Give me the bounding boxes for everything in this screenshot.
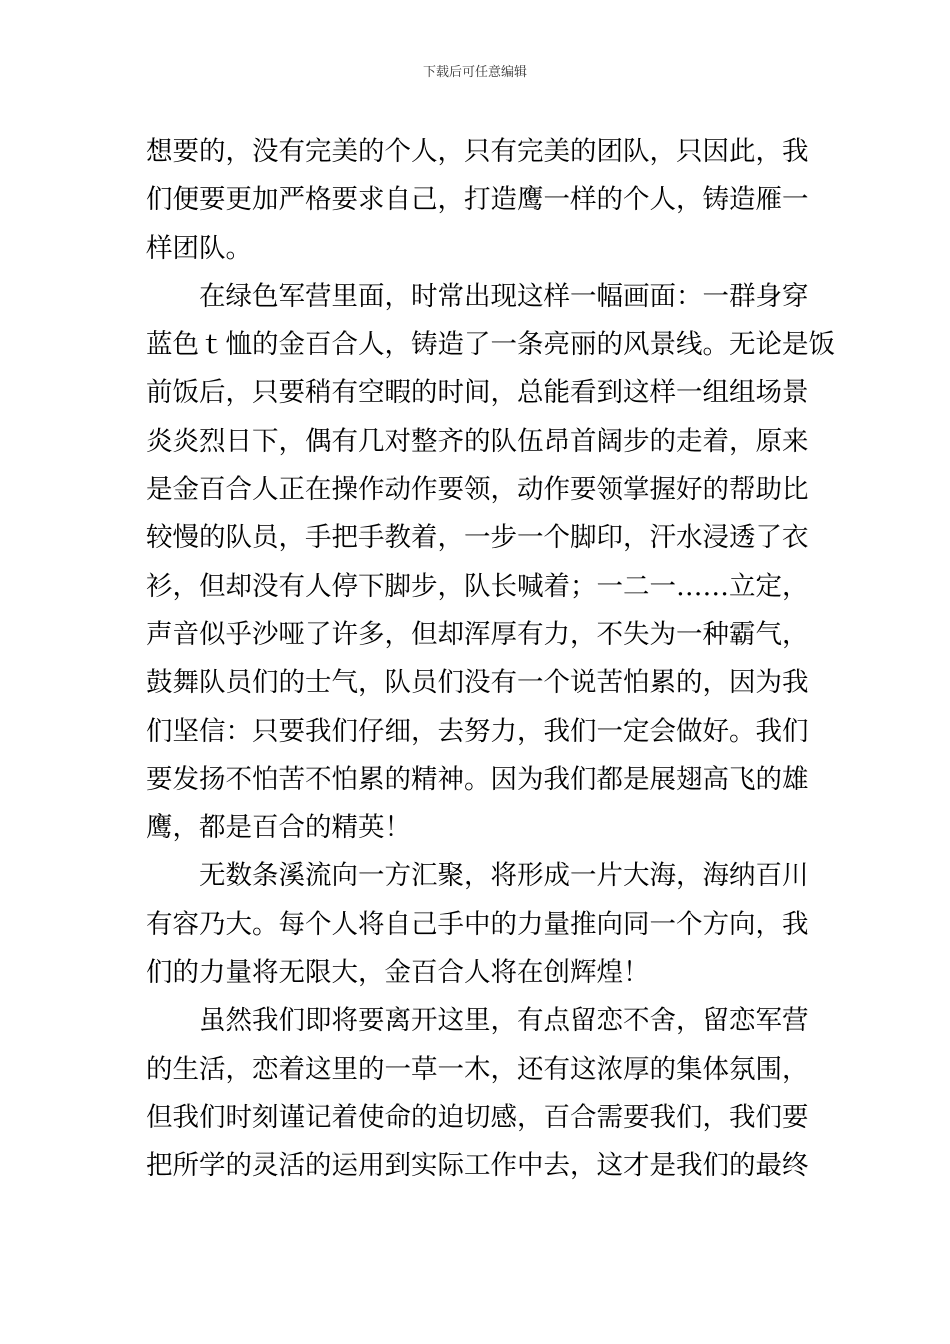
text-line: 鹰，都是百合的精英！ [146,812,411,844]
page-header: 下载后可任意编辑 [422,65,527,80]
text-line: 把所学的灵活的运用到实际工作中去，这才是我们的最终 [146,1150,809,1182]
text-line: 前饭后，只要稍有空暇的时间，总能看到这样一组组场景 [146,377,809,409]
text-line: 声音似乎沙哑了许多，但却浑厚有力，不失为一种霸气， [146,618,809,650]
text-line: 炎炎烈日下，偶有几对整齐的队伍昂首阔步的走着，原来 [146,425,809,457]
text-line: 鼓舞队员们的士气，队员们没有一个说苦怕累的，因为我 [146,667,809,699]
text-line: 无数条溪流向一方汇聚，将形成一片大海，海纳百川 [199,860,809,892]
text-line: 们的力量将无限大，金百合人将在创辉煌！ [146,957,650,989]
text-line: 蓝色ｔ恤的金百合人，铸造了一条亮丽的风景线。无论是饭 [146,329,835,361]
text-line: 想要的，没有完美的个人，只有完美的团队，只因此，我 [146,136,809,167]
text-line: 们便要更加严格要求自己，打造鹰一样的个人，铸造雁一 [146,184,809,216]
text-line: 样团队。 [146,232,252,264]
text-line: 们坚信：只要我们仔细，去努力，我们一定会做好。我们 [146,715,809,747]
text-line: 要发扬不怕苦不怕累的精神。因为我们都是展翅高飞的雄 [146,763,809,795]
text-line: 是金百合人正在操作动作要领，动作要领掌握好的帮助比 [146,474,809,506]
document-body [146,128,835,1191]
text-line: 有容乃大。每个人将自己手中的力量推向同一个方向，我 [146,908,809,940]
text-line: 在绿色军营里面，时常出现这样一幅画面：一群身穿 [199,280,809,312]
text-line: 但我们时刻谨记着使命的迫切感，百合需要我们，我们要 [146,1101,809,1133]
text-line: 衫，但却没有人停下脚步，队长喊着；一二一……立定， [146,570,809,602]
text-line: 的生活，恋着这里的一草一木，还有这浓厚的集体氛围， [146,1053,809,1085]
text-line: 虽然我们即将要离开这里，有点留恋不舍，留恋军营 [199,1005,809,1037]
text-line: 较慢的队员，手把手教着，一步一个脚印，汗水浸透了衣 [146,522,809,554]
